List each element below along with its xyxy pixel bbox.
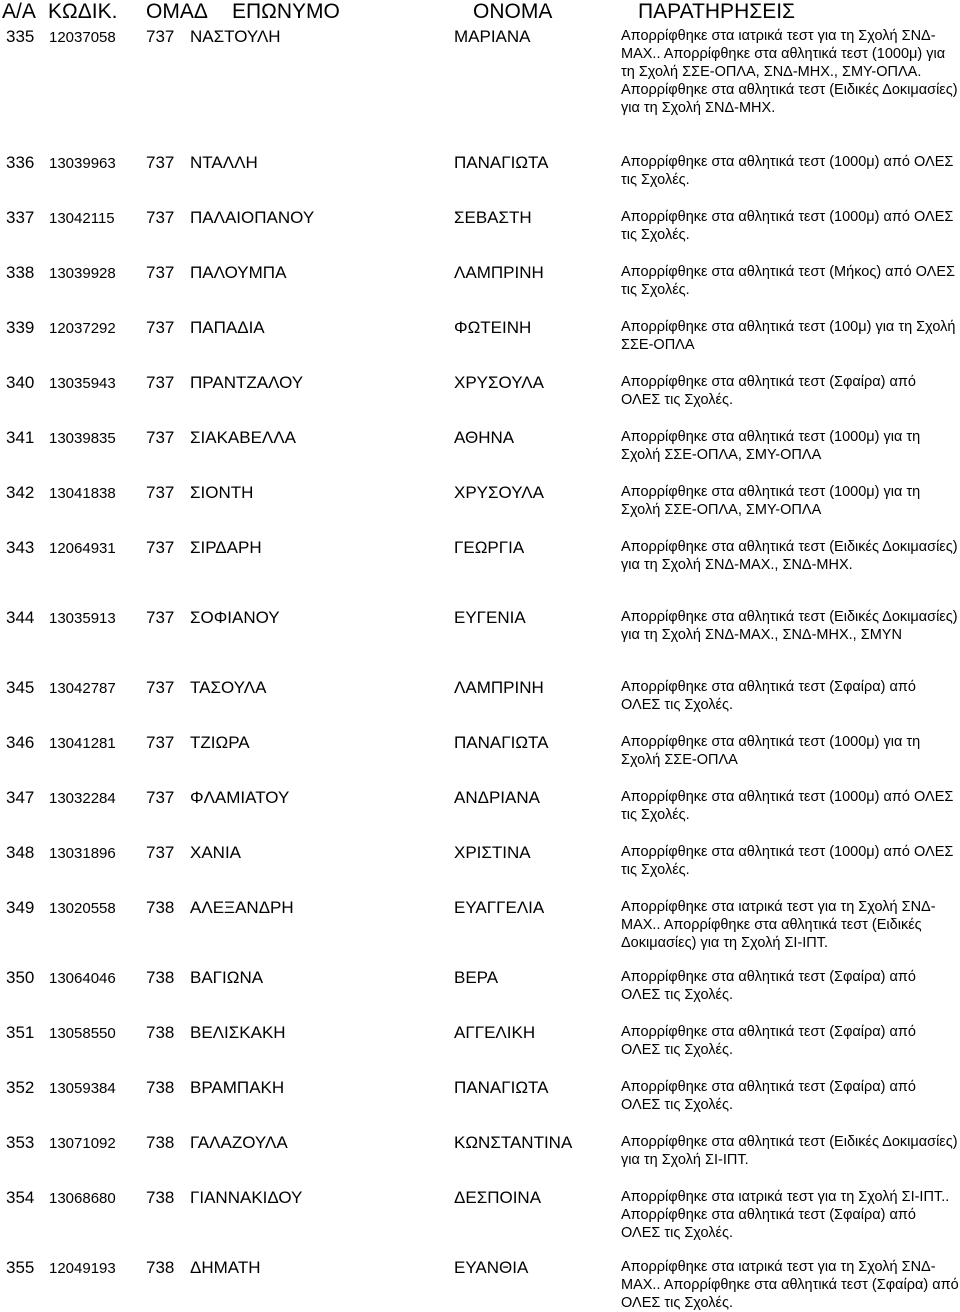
cell-code: 13041838 [49,485,116,502]
cell-code: 13068680 [49,1190,116,1207]
cell-group: 737 [146,27,175,46]
cell-group: 737 [146,843,175,862]
cell-surname: ΒΕΛΙΣΚΑΚΗ [190,1023,286,1042]
cell-aa: 344 [6,608,35,627]
cell-code: 13059384 [49,1080,116,1097]
cell-aa: 337 [6,208,35,227]
cell-group: 737 [146,678,175,697]
cell-code: 12049193 [49,1260,116,1277]
cell-surname: ΝΑΣΤΟΥΛΗ [190,27,281,46]
cell-notes: Απορρίφθηκε στα αθλητικά τεστ (1000μ) για τη Σχολή ΣΣΕ-ΟΠΛΑ, ΣΜΥ-ΟΠΛΑ [621,484,921,518]
header-aa: Α/Α [2,0,36,23]
cell-name: ΑΘΗΝΑ [454,428,515,447]
header-group: ΟΜΑΔ [146,0,208,23]
cell-aa: 348 [6,843,35,862]
cell-code: 13042115 [49,210,115,227]
cell-name: ΣΕΒΑΣΤΗ [454,208,532,227]
cell-surname: ΣΙΑΚΑΒΕΛΛΑ [190,428,296,447]
cell-aa: 343 [6,538,35,557]
cell-code: 13035913 [49,610,116,627]
header-code: ΚΩΔΙΚ. [48,0,118,23]
cell-code: 12064931 [49,540,116,557]
cell-code: 12037058 [49,29,116,46]
cell-surname: ΝΤΑΛΛΗ [190,153,258,172]
cell-notes: Απορρίφθηκε στα αθλητικά τεστ (Σφαίρα) από ΟΛΕΣ τις Σχολές. [621,969,916,1003]
cell-aa: 352 [6,1078,35,1097]
cell-surname: ΠΑΛΑΙΟΠΑΝΟΥ [190,208,315,227]
cell-notes: Απορρίφθηκε στα ιατρικά τεστ για τη Σχολή ΣΝΔ-ΜΑΧ.. Απορρίφθηκε στα αθλητικά τεστ (Σφαίρα) από ΟΛΕΣ τις Σχολές. [621,1259,959,1311]
cell-notes: Απορρίφθηκε στα ιατρικά τεστ για τη Σχολή ΣΙ-ΙΠΤ.. Απορρίφθηκε στα αθλητικά τεστ (Σφαίρα) από ΟΛΕΣ τις Σχολές. [621,1189,950,1241]
cell-code: 13039963 [49,155,116,172]
cell-name: ΑΝΔΡΙΑΝΑ [454,788,540,807]
cell-aa: 341 [6,428,35,447]
cell-surname: ΠΑΠΑΔΙΑ [190,318,265,337]
cell-name: ΛΑΜΠΡΙΝΗ [454,678,544,697]
cell-name: ΜΑΡΙΑΝΑ [454,27,531,46]
cell-code: 13031896 [49,845,116,862]
cell-group: 738 [146,898,175,917]
cell-surname: ΓΑΛΑΖΟΥΛΑ [190,1133,288,1152]
cell-surname: ΒΡΑΜΠΑΚΗ [190,1078,285,1097]
cell-name: ΧΡΥΣΟΥΛΑ [454,483,544,502]
cell-aa: 354 [6,1188,35,1207]
cell-notes: Απορρίφθηκε στα αθλητικά τεστ (1000μ) από ΟΛΕΣ τις Σχολές. [621,789,954,823]
cell-aa: 353 [6,1133,35,1152]
cell-group: 737 [146,373,175,392]
cell-notes: Απορρίφθηκε στα αθλητικά τεστ (1000μ) για τη Σχολή ΣΣΕ-ΟΠΛΑ, ΣΜΥ-ΟΠΛΑ [621,429,921,463]
cell-aa: 340 [6,373,35,392]
cell-group: 738 [146,1133,175,1152]
cell-group: 737 [146,208,175,227]
cell-group: 737 [146,538,175,557]
cell-name: ΑΓΓΕΛΙΚΗ [454,1023,536,1042]
cell-surname: ΤΖΙΩΡΑ [190,733,250,752]
cell-name: ΧΡΙΣΤΙΝΑ [454,843,531,862]
cell-notes: Απορρίφθηκε στα αθλητικά τεστ (1000μ) από ΟΛΕΣ τις Σχολές. [621,209,954,243]
cell-aa: 339 [6,318,35,337]
cell-name: ΠΑΝΑΓΙΩΤΑ [454,733,549,752]
cell-notes: Απορρίφθηκε στα αθλητικά τεστ (1000μ) από ΟΛΕΣ τις Σχολές. [621,844,954,878]
cell-surname: ΓΙΑΝΝΑΚΙΔΟΥ [190,1188,303,1207]
cell-group: 738 [146,1188,175,1207]
cell-name: ΔΕΣΠΟΙΝΑ [454,1188,542,1207]
cell-code: 13020558 [49,900,116,917]
cell-notes: Απορρίφθηκε στα αθλητικά τεστ (1000μ) από ΟΛΕΣ τις Σχολές. [621,154,954,188]
header-name: ΟΝΟΜΑ [473,0,553,23]
cell-code: 12037292 [49,320,116,337]
cell-aa: 345 [6,678,35,697]
cell-aa: 355 [6,1258,35,1277]
cell-aa: 336 [6,153,35,172]
cell-notes: Απορρίφθηκε στα ιατρικά τεστ για τη Σχολή ΣΝΔ-ΜΑΧ.. Απορρίφθηκε στα αθλητικά τεστ (1000μ) για τη Σχολή ΣΣΕ-ΟΠΛΑ, ΣΝΔ-ΜΗΧ., ΣΜΥ-ΟΠΛΑ. Απορρίφθηκε στα αθλητικά τεστ (Ειδικές Δοκιμασίες) για τη Σχολή ΣΝΔ-ΜΗΧ. [621,28,958,116]
cell-notes: Απορρίφθηκε στα αθλητικά τεστ (1000μ) για τη Σχολή ΣΣΕ-ΟΠΛΑ [621,734,921,768]
cell-notes: Απορρίφθηκε στα αθλητικά τεστ (Σφαίρα) από ΟΛΕΣ τις Σχολές. [621,679,916,713]
cell-name: ΦΩΤΕΙΝΗ [454,318,532,337]
cell-code: 13032284 [49,790,116,807]
cell-aa: 335 [6,27,35,46]
cell-code: 13039928 [49,265,116,282]
cell-code: 13042787 [49,680,116,697]
cell-surname: ΣΙΡΔΑΡΗ [190,538,262,557]
cell-notes: Απορρίφθηκε στα αθλητικά τεστ (Ειδικές Δοκιμασίες) για τη Σχολή ΣΝΔ-ΜΑΧ., ΣΝΔ-ΜΗΧ. [621,539,958,573]
cell-group: 738 [146,1078,175,1097]
cell-group: 738 [146,1023,175,1042]
cell-name: ΕΥΑΓΓΕΛΙΑ [454,898,545,917]
cell-notes: Απορρίφθηκε στα αθλητικά τεστ (Ειδικές Δοκιμασίες) για τη Σχολή ΣΙ-ΙΠΤ. [621,1134,958,1168]
cell-surname: ΣΟΦΙΑΝΟΥ [190,608,280,627]
cell-surname: ΧΑΝΙΑ [190,843,242,862]
cell-group: 737 [146,153,175,172]
cell-code: 13064046 [49,970,116,987]
cell-group: 737 [146,788,175,807]
cell-code: 13041281 [49,735,116,752]
cell-surname: ΤΑΣΟΥΛΑ [190,678,267,697]
cell-aa: 349 [6,898,35,917]
cell-notes: Απορρίφθηκε στα αθλητικά τεστ (Ειδικές Δοκιμασίες) για τη Σχολή ΣΝΔ-ΜΑΧ., ΣΝΔ-ΜΗΧ., ΣΜΥΝ [621,609,958,643]
cell-name: ΛΑΜΠΡΙΝΗ [454,263,544,282]
cell-code: 13071092 [49,1135,116,1152]
cell-notes: Απορρίφθηκε στα αθλητικά τεστ (Σφαίρα) από ΟΛΕΣ τις Σχολές. [621,1079,916,1113]
cell-group: 737 [146,608,175,627]
cell-surname: ΑΛΕΞΑΝΔΡΗ [190,898,294,917]
cell-surname: ΔΗΜΑΤΗ [190,1258,261,1277]
cell-surname: ΒΑΓΙΩΝΑ [190,968,264,987]
cell-group: 737 [146,733,175,752]
cell-surname: ΠΡΑΝΤΖΑΛΟΥ [190,373,304,392]
header-notes: ΠΑΡΑΤΗΡΗΣΕΙΣ [638,0,796,23]
cell-name: ΠΑΝΑΓΙΩΤΑ [454,153,549,172]
cell-aa: 347 [6,788,35,807]
cell-group: 737 [146,483,175,502]
cell-notes: Απορρίφθηκε στα αθλητικά τεστ (Σφαίρα) από ΟΛΕΣ τις Σχολές. [621,374,916,408]
cell-aa: 338 [6,263,35,282]
cell-group: 738 [146,1258,175,1277]
cell-notes: Απορρίφθηκε στα αθλητικά τεστ (Σφαίρα) από ΟΛΕΣ τις Σχολές. [621,1024,916,1058]
cell-aa: 351 [6,1023,35,1042]
cell-aa: 350 [6,968,35,987]
cell-surname: ΣΙΟΝΤΗ [190,483,254,502]
cell-name: ΓΕΩΡΓΙΑ [454,538,525,557]
cell-name: ΕΥΓΕΝΙΑ [454,608,526,627]
cell-surname: ΦΛΑΜΙΑΤΟΥ [190,788,290,807]
cell-group: 737 [146,428,175,447]
cell-surname: ΠΑΛΟΥΜΠΑ [190,263,287,282]
cell-aa: 346 [6,733,35,752]
cell-name: ΚΩΝΣΤΑΝΤΙΝΑ [454,1133,573,1152]
header-surname: ΕΠΩΝΥΜΟ [232,0,340,23]
cell-name: ΠΑΝΑΓΙΩΤΑ [454,1078,549,1097]
cell-code: 13039835 [49,430,116,447]
table-header [0,0,960,26]
cell-name: ΒΕΡΑ [454,968,499,987]
cell-name: ΧΡΥΣΟΥΛΑ [454,373,544,392]
cell-group: 737 [146,263,175,282]
cell-notes: Απορρίφθηκε στα αθλητικά τεστ (Μήκος) από ΟΛΕΣ τις Σχολές. [621,264,955,298]
cell-code: 13058550 [49,1025,116,1042]
cell-notes: Απορρίφθηκε στα αθλητικά τεστ (100μ) για τη Σχολή ΣΣΕ-ΟΠΛΑ [621,319,956,353]
cell-group: 737 [146,318,175,337]
cell-name: ΕΥΑΝΘΙΑ [454,1258,529,1277]
cell-group: 738 [146,968,175,987]
cell-aa: 342 [6,483,35,502]
cell-notes: Απορρίφθηκε στα ιατρικά τεστ για τη Σχολή ΣΝΔ-ΜΑΧ.. Απορρίφθηκε στα αθλητικά τεστ (Ειδικές Δοκιμασίες) για τη Σχολή ΣΙ-ΙΠΤ. [621,899,936,951]
cell-code: 13035943 [49,375,116,392]
